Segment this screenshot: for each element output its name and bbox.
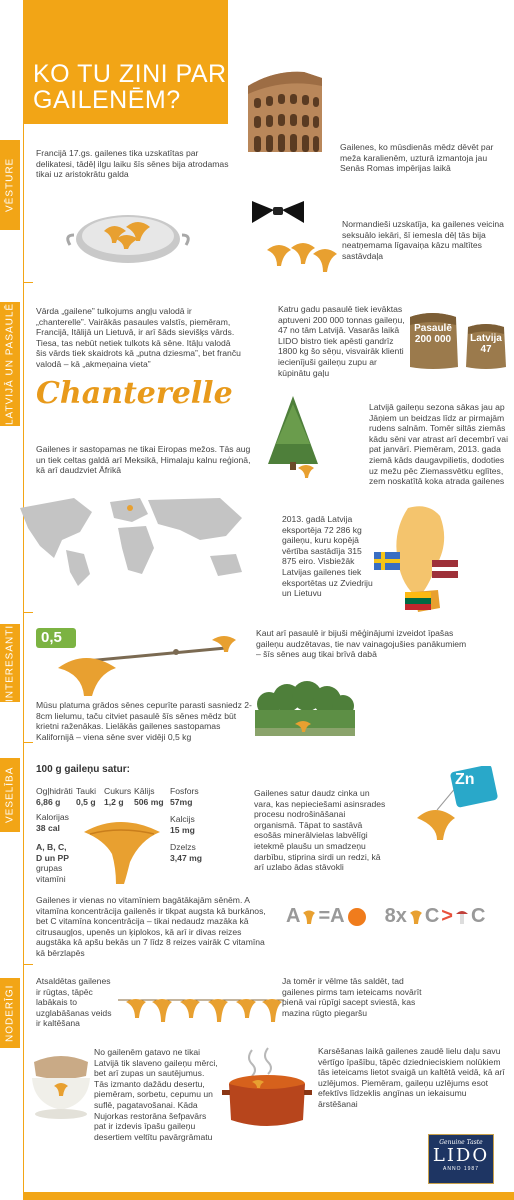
nutrient-calcium	[170, 814, 204, 835]
silver-tray-illustration	[66, 205, 191, 267]
bow-tie-illustration	[250, 198, 306, 226]
sack-world-label: Pasaulē	[414, 323, 452, 334]
history-rome-text: Gailenes, ko mūsdienās mēdz dēvēt par meža karalienēm, uzturā izmantoja jau Senās Romas impērijas laikā	[340, 142, 494, 174]
calcium-value: 15 mg	[170, 824, 195, 835]
nutrient-fat	[76, 786, 100, 807]
section-label-interesting: INTERESANTI	[4, 624, 16, 702]
nutrition-heading: 100 g gaileņu satur:	[36, 764, 130, 775]
flag-latvia	[432, 560, 458, 578]
nutrient-sugar	[104, 786, 132, 807]
logo-year: ANNO 1987	[443, 1166, 479, 1172]
vitamins-line-2: D un PP	[36, 852, 69, 863]
sack-latvia-label: Latvija	[470, 333, 502, 344]
interesting-size-text: Mūsu platuma grādos sēnes cepurīte parasti sasniedz 2-8cm lielumu, taču citviet pasaulē šīs sēnes mēdz būt krietni raženākas. Lielākās gailenes sastopamas Kalifornijā – viena sēne sver vidēji 0,5 kg	[36, 700, 252, 742]
nutrient-phosphorus	[170, 786, 200, 807]
fir-tree-illustration	[258, 394, 328, 484]
divider-tick	[23, 612, 33, 613]
colosseum-illustration	[244, 64, 326, 154]
section-label-latvia: LATVIJĀ UN PASAULĒ	[4, 302, 16, 426]
latvia-spread-text: Gailenes ir sastopamas ne tikai Eiropas mežos. Tās aug un tiek celtas galdā arī Meksikā, Himalaju kalnu reģionā, kā arī daudzviet Āfrikā	[36, 444, 251, 476]
divider-tick	[23, 964, 33, 965]
logo-name: LIDO	[432, 1145, 490, 1166]
calories-label: Kalorijas	[36, 812, 69, 822]
carbs-value: 6,86 g	[36, 796, 61, 807]
drying-mushrooms-illustration	[118, 992, 284, 1032]
sugar-value: 1,2 g	[104, 796, 124, 807]
world-map-illustration	[14, 488, 254, 588]
nutrient-iron	[170, 842, 204, 863]
calcium-label: Kalcijs	[170, 814, 195, 824]
formula-eq: =A	[318, 905, 345, 927]
useful-heat-text: Karsēšanas laikā gailenes zaudē lielu daļu savu vērtīgo īpašību, tāpēc dziednieciskiem nolūkiem tās ieteicams lietot svaigā un kaltētā veidā, kā arī uzlējumos. Piemēram, gaileņu uzlējums esot efektīvs līdzeklis angīnas un iekaisumu ārstēšanai	[318, 1046, 505, 1109]
phosphorus-label: Fosfors	[170, 786, 199, 796]
flag-lithuania	[405, 592, 431, 610]
useful-dessert-text: No gailenēm gatavo ne tikai Latvijā tik slaveno gaileņu mērci, bet arī zupas un sautējumus. Tās izmanto dažādu desertu, piemēram, sorbetu, cepumu un suflē, pagatavošanai. Kāda Nujorkas restorāna šefpavārs pat ir izdevis īpašu gaileņu desertiem veltītu pavārgrāmatu	[94, 1047, 218, 1142]
fat-label: Tauki	[76, 786, 97, 796]
health-vitamins-text: Gailenes ir vienas no vitamīniem bagātākajām sēnēm. A vitamīna koncentrācija gailenēs ir tikpat augsta kā burkānos, bet C vitamīna koncentrācija – tikai nedaudz mazāka kā citrusaugļos, upenēs un ķiplokos, kā arī ir divas reizes augstāka kā apšu bekās un 7 līdz 8 reizes vairāk C vitamīna kā bērzlapēs	[36, 895, 266, 958]
health-zinc-text: Gailenes satur daudz cinka un vara, kas nepieciešami asinsrades procesu nodrošināšanai organismā. Tāpat to sastāvā esošās minerālvielas labvēlīgi ietekmē plaušu un smadzeņu darbību, stiprina sirdi un redzi, kā arī uzlabo ādas stāvokli	[254, 788, 386, 873]
cooking-pot-illustration	[222, 1046, 312, 1132]
vitamins-line-1: A, B, C,	[36, 842, 67, 852]
title-line-2: GAILENĒM?	[33, 86, 181, 114]
mushroom-icon	[409, 908, 423, 926]
sugar-label: Cukurs	[104, 786, 132, 796]
title-block	[23, 0, 228, 124]
vitamin-formula	[286, 905, 485, 928]
latvia-name-text: Vārda „gailene” tulkojums angļu valodā ir „chanterelle”. Vairākās pasaules valstīs, piemēram, Francijā, Itālijā un Lietuvā, ir arī šāds sievišķs vārds. Tiesa, tas nebūt netiek tulkots kā sēne. Itāļu valodā šis vārds tiek skaidrots kā „putna dziesma”, bet franču valodā – kā „akmeņaina vieta”	[36, 306, 241, 369]
divider-line	[23, 612, 24, 742]
useful-bitter-text: Atsaldētas gailenes ir rūgtas, tāpēc labākais to uzglabāšanas veids ir kaltēšana	[36, 976, 112, 1029]
section-label-history: VĒSTURE	[4, 157, 16, 213]
nutrient-carbs	[36, 786, 73, 807]
divider-tick	[23, 742, 33, 743]
logo-tagline: Genuine Taste	[439, 1139, 483, 1146]
mushroom-icon	[302, 908, 316, 926]
nutrient-calories	[36, 812, 70, 833]
divider-line	[23, 124, 24, 282]
divider-tick	[23, 282, 33, 283]
nutrient-potassium	[134, 786, 164, 807]
history-normandy-text: Normandieši uzskatīja, ka gailenes veicina seksuālo iekāri, šī iemesla dēļ tās bija neatņemama līgavaiņa kāzu maltītes sastāvdaļa	[342, 219, 504, 261]
phosphorus-value: 57mg	[170, 796, 193, 807]
useful-freeze-text: Ja tomēr ir vēlme tās saldēt, tad gailenes pirms tam ieteicams novārīt pienā vai rūpīgi sacept sviestā, kas mazina rūgto piegaršu	[282, 976, 422, 1018]
latvia-export-text: 2013. gadā Latvija eksportēja 72 286 kg gaileņu, kuru kopējā vērtība sastādīja 315 875 eiro. Visbiežāk Latvijas gailenes tiek eksportētas uz Zviedriju un Lietuvu	[282, 514, 373, 599]
bolete-icon	[455, 908, 469, 926]
iron-value: 3,47 mg	[170, 852, 203, 863]
nutrient-vitamins	[36, 842, 70, 884]
divider-line	[23, 964, 24, 1192]
chanterelle-illustration	[80, 812, 164, 886]
iron-label: Dzelzs	[170, 842, 196, 852]
bottom-bar	[23, 1192, 514, 1200]
fat-value: 0,5 g	[76, 796, 96, 807]
formula-gt: >	[441, 905, 453, 927]
formula-a1: A	[286, 905, 301, 927]
potassium-label: Kālijs	[134, 786, 155, 796]
vitamins-line-3: grupas	[36, 863, 63, 874]
zn-badge: Zn	[455, 771, 475, 788]
latvia-harvest-text: Katru gadu pasaulē tiek ievāktas aptuveni 200 000 tonnas gaileņu, 47 no tām Latvijā. Vasarās laikā LIDO bistro tiek apēsti gandrīz 1800 kg šo sēņu, visvairāk klienti iecienījuši gaileņu zupu ar kūpinātu gaļu	[278, 304, 405, 378]
forest-illustration	[255, 678, 355, 736]
formula-c: C	[424, 905, 440, 927]
weight-value: 0,5	[41, 629, 62, 646]
lido-logo	[428, 1134, 494, 1184]
calories-value: 38 cal	[36, 822, 60, 833]
scale-illustration	[36, 622, 246, 702]
history-france-text: Francijā 17.gs. gailenes tika uzskatītas par delikatesi, tādēļ ilgu laiku šīs sēnes bija atrodamas tikai uz aristokrātu galda	[36, 148, 229, 180]
sack-latvia-value: 47	[480, 344, 492, 355]
latvia-season-text: Latvijā gaileņu sezona sākas jau ap Jāņiem un beidzas līdz ar pirmajām rudens salnām. Tomēr siltās ziemās kādu sēni var atrast arī decembrī vai pat janvārī. Piemēram, 2013. gada ziemā kāds daugavpilietis, dodoties uz mežu pēc Ziemassvētku eglītes, zem noskatītā koka atrada gailenes	[369, 402, 508, 487]
sack-world-value: 200 000	[414, 334, 452, 345]
formula-c2: C	[470, 905, 486, 927]
formula-8x: 8x	[384, 905, 407, 927]
section-label-health: VESELĪBA	[4, 766, 16, 824]
weight-unit: kg	[66, 637, 75, 646]
dessert-cup-illustration	[28, 1052, 94, 1120]
flag-sweden	[374, 552, 400, 570]
vitamins-line-4: vitamīni	[36, 873, 66, 884]
title-line-1: KO TU ZINI PAR	[33, 60, 227, 88]
carbs-label: Ogļhidrāti	[36, 786, 73, 796]
mushrooms-illustration	[265, 238, 340, 278]
potassium-value: 506 mg	[134, 796, 164, 807]
section-label-useful: NODERĪGI	[4, 984, 16, 1042]
divider-line	[23, 742, 24, 964]
chanterelle-word: Chanterelle	[36, 376, 233, 411]
carrot-icon	[347, 907, 367, 927]
interesting-cultivation-text: Kaut arī pasaulē ir bijuši mēģinājumi izveidot īpašas gaileņu audzētavas, tie nav vainagojušies panākumiem – šīs sēnes aug tikai brīvā dabā	[256, 628, 467, 660]
